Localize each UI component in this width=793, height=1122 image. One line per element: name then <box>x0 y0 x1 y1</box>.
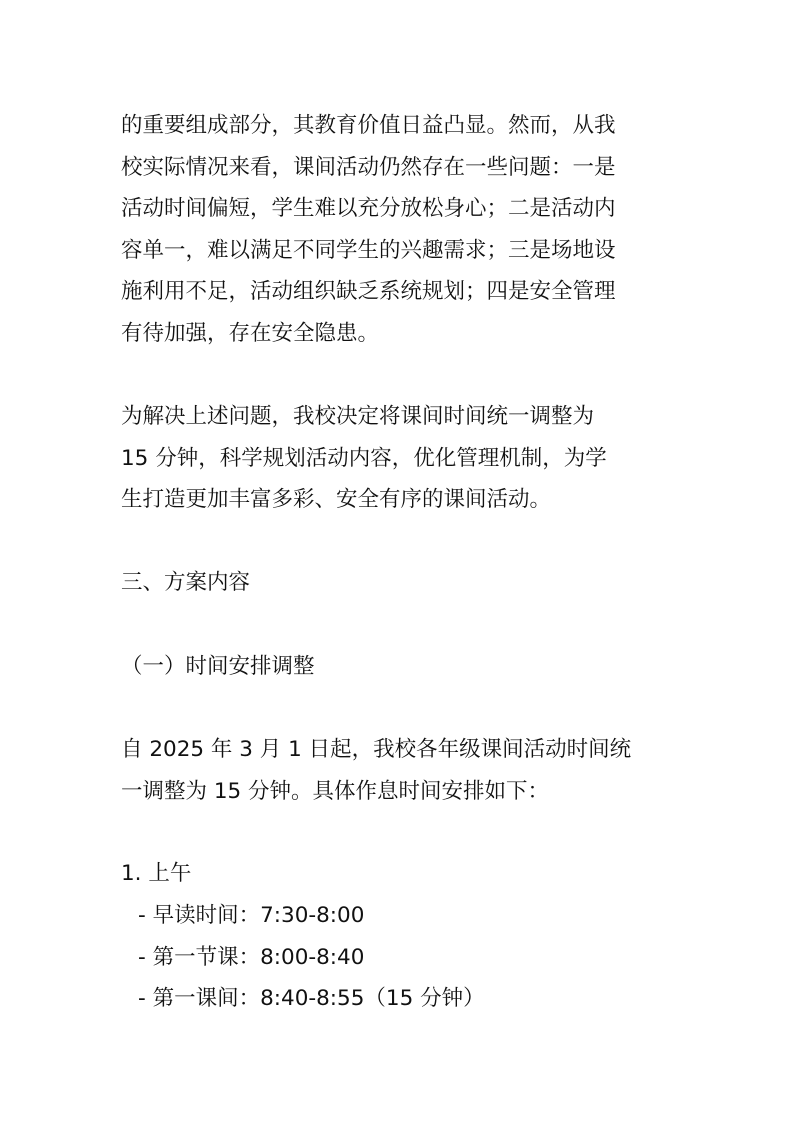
morning-list-title <box>121 853 681 895</box>
list-item: - 早读时间：7:30-8:00 <box>138 903 365 928</box>
paragraph-line: 容单一，难以满足不同学生的兴趣需求；三是场地设 <box>121 237 616 263</box>
section-heading <box>121 562 681 604</box>
subsection-heading <box>121 646 681 688</box>
morning-schedule-list <box>138 895 698 1020</box>
schedule-intro-paragraph <box>121 729 681 812</box>
solution-paragraph <box>121 396 681 521</box>
paragraph-line: 校实际情况来看，课间活动仍然存在一些问题：一是 <box>121 154 616 180</box>
paragraph-line: 活动时间偏短，学生难以充分放松身心；二是活动内 <box>121 196 616 221</box>
paragraph-line: 的重要组成部分，其教育价值日益凸显。然而，从我 <box>121 113 616 138</box>
paragraph-line: 15 分钟，科学规划活动内容，优化管理机制，为学 <box>121 445 607 471</box>
paragraph-line: 施利用不足，活动组织缺乏系统规划；四是安全管理 <box>121 279 616 304</box>
intro-paragraph <box>121 105 681 354</box>
list-item: - 第一节课：8:00-8:40 <box>138 944 365 970</box>
paragraph-line: 有待加强，存在安全隐患。 <box>121 320 380 346</box>
list-item: - 第一课间：8:40-8:55（15 分钟） <box>138 986 485 1011</box>
paragraph-line: 一调整为 15 分钟。具体作息时间安排如下： <box>121 778 550 804</box>
list-title-text: 1. 上午 <box>121 861 192 886</box>
paragraph-line: 自 2025 年 3 月 1 日起，我校各年级课间活动时间统 <box>121 737 632 762</box>
section-heading-text: 三、方案内容 <box>121 570 251 595</box>
paragraph-line: 为解决上述问题，我校决定将课间时间统一调整为 <box>121 404 595 429</box>
subsection-heading-text: （一）时间安排调整 <box>121 654 315 679</box>
paragraph-line: 生打造更加丰富多彩、安全有序的课间活动。 <box>121 487 552 512</box>
